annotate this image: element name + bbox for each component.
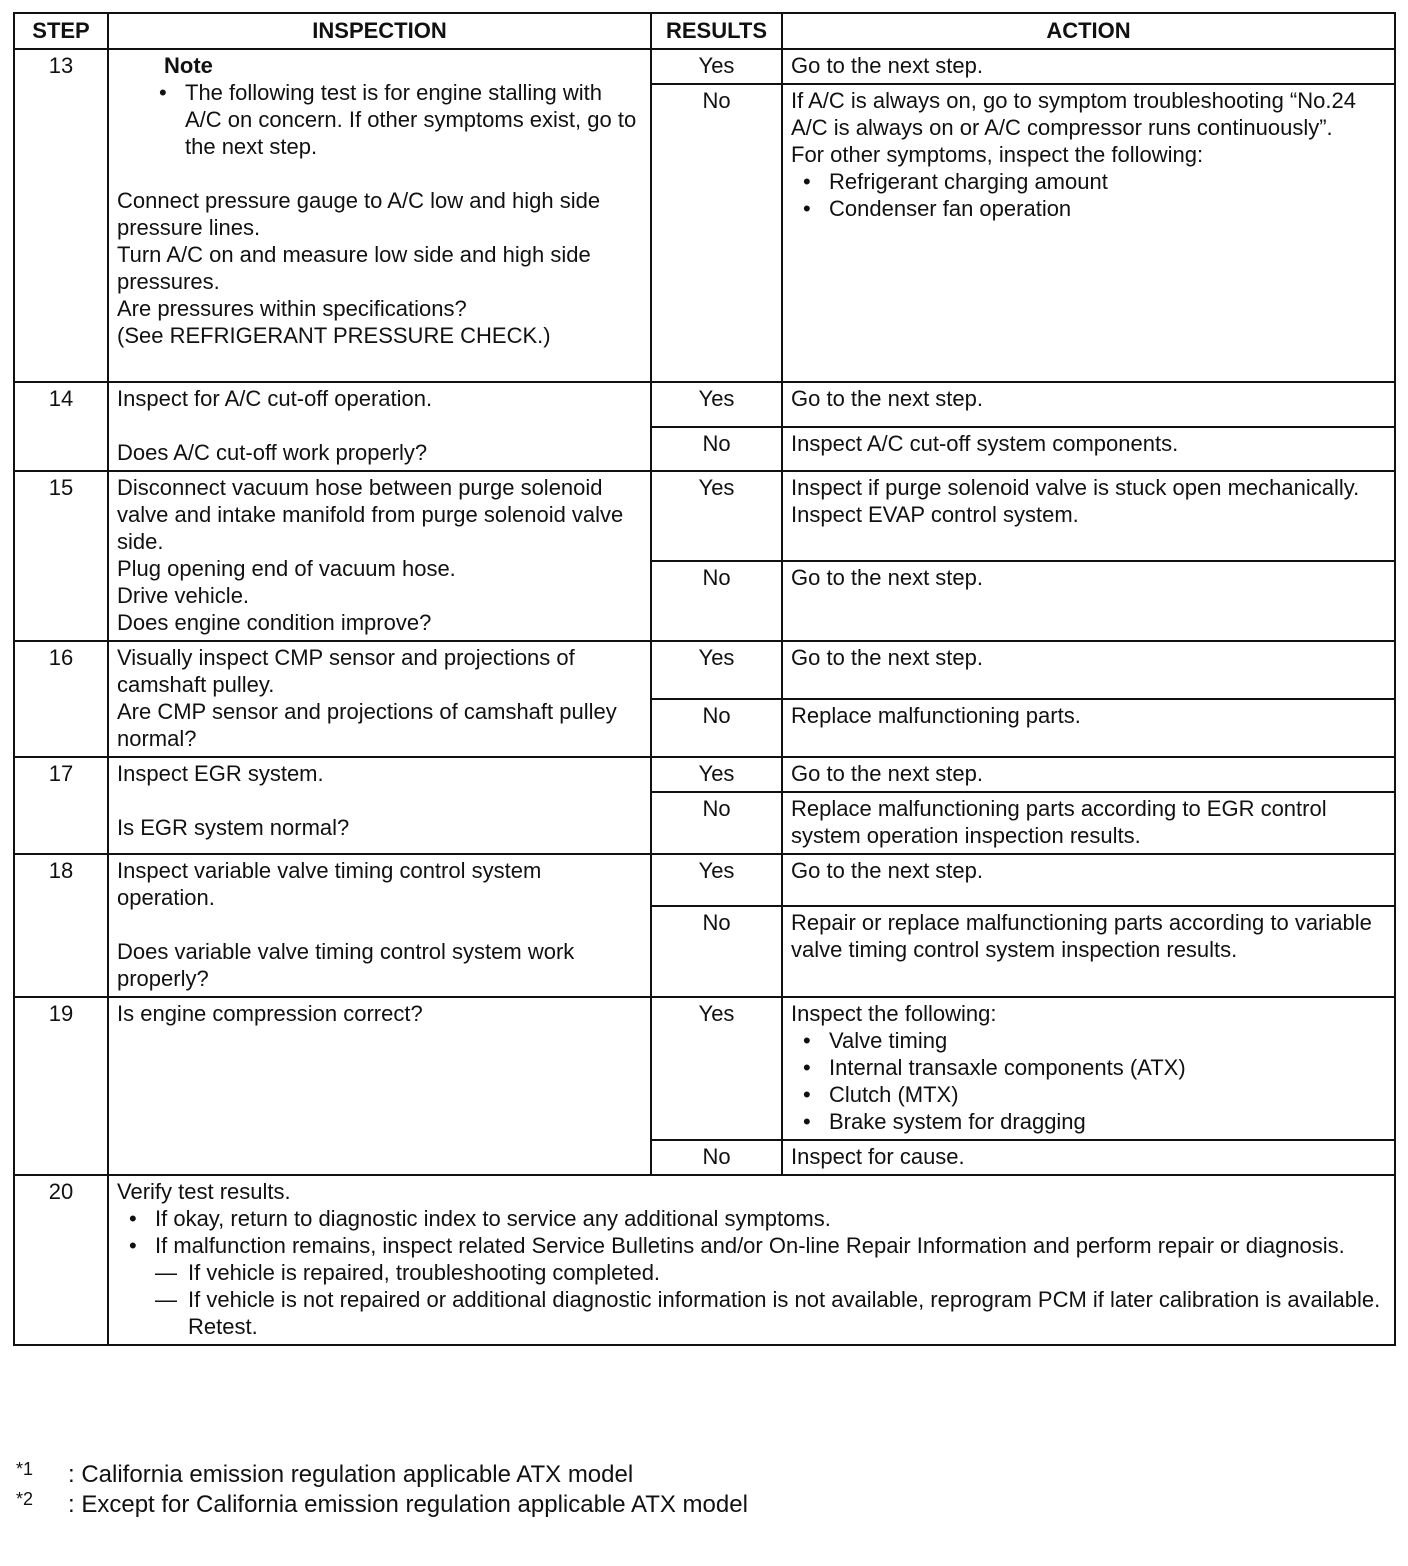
- footnotes: [16, 1460, 748, 1520]
- list-item: — If vehicle is repaired, troubleshooting completed.: [155, 1259, 1386, 1286]
- footnote-text: : California emission regulation applicable ATX model: [68, 1461, 634, 1488]
- result-yes: Yes: [651, 854, 782, 906]
- header-results: RESULTS: [651, 13, 782, 49]
- result-no: No: [651, 699, 782, 757]
- table-row: [14, 757, 1395, 792]
- header-inspection: INSPECTION: [108, 13, 651, 49]
- action-yes: [782, 471, 1395, 561]
- table-row: [14, 49, 1395, 84]
- table-row: [14, 997, 1395, 1140]
- inspection-cell: [108, 471, 651, 641]
- footnote-mark: *1: [16, 1459, 34, 1479]
- action-no: Inspect A/C cut-off system components.: [782, 427, 1395, 472]
- footnote-text: : Except for California emission regulation applicable ATX model: [68, 1491, 748, 1518]
- result-yes: Yes: [651, 641, 782, 699]
- action-line: If A/C is always on, go to symptom troubleshooting “No.24 A/C is always on or A/C compressor runs continuously”.: [791, 88, 1356, 140]
- inspection-line: Visually inspect CMP sensor and projections of camshaft pulley.: [117, 645, 575, 697]
- inspection-line: Does variable valve timing control system work properly?: [117, 939, 575, 991]
- troubleshooting-table: [13, 12, 1396, 1346]
- action-no: [782, 84, 1395, 382]
- footnote: [16, 1460, 748, 1490]
- step-number: 18: [14, 854, 108, 997]
- step-number: 17: [14, 757, 108, 854]
- inspection-line: Inspect EGR system.: [117, 761, 324, 786]
- step-number: 19: [14, 997, 108, 1175]
- inspection-line: Plug opening end of vacuum hose.: [117, 556, 456, 581]
- inspection-cell: [108, 641, 651, 757]
- inspection-line: Does engine condition improve?: [117, 610, 432, 635]
- result-yes: Yes: [651, 997, 782, 1140]
- inspection-line: Connect pressure gauge to A/C low and high side pressure lines.: [117, 188, 601, 240]
- footnote: [16, 1490, 748, 1520]
- note-bullet: • The following test is for engine stalling with A/C on concern. If other symptoms exist, go to the next step.: [147, 79, 642, 160]
- result-yes: Yes: [651, 471, 782, 561]
- list-item: • Clutch (MTX): [791, 1081, 1386, 1108]
- action-no: Replace malfunctioning parts according to EGR control system operation inspection results.: [782, 792, 1395, 854]
- list-item: • If okay, return to diagnostic index to service any additional symptoms.: [117, 1205, 1386, 1232]
- action-no: Replace malfunctioning parts.: [782, 699, 1395, 757]
- table-row: [14, 382, 1395, 427]
- result-no: No: [651, 1140, 782, 1175]
- inspection-line: Does A/C cut-off work properly?: [117, 440, 428, 465]
- inspection-line: Are pressures within specifications?: [117, 296, 467, 321]
- action-line: For other symptoms, inspect the following:: [791, 142, 1204, 167]
- note-title: Note: [164, 53, 213, 78]
- inspection-cell: [108, 757, 651, 854]
- result-yes: Yes: [651, 757, 782, 792]
- action-yes: Go to the next step.: [782, 49, 1395, 84]
- inspection-line: Inspect variable valve timing control system operation.: [117, 858, 542, 910]
- verify-title: Verify test results.: [117, 1179, 291, 1204]
- action-yes: [782, 997, 1395, 1140]
- table-row: [14, 471, 1395, 561]
- list-item: • Valve timing: [791, 1027, 1386, 1054]
- action-no: Go to the next step.: [782, 561, 1395, 641]
- inspection-line: Is EGR system normal?: [117, 815, 350, 840]
- verify-cell: [108, 1175, 1395, 1345]
- result-no: No: [651, 561, 782, 641]
- step-number: 15: [14, 471, 108, 641]
- action-yes: Go to the next step.: [782, 757, 1395, 792]
- action-line: Inspect EVAP control system.: [791, 502, 1079, 527]
- inspection-line: (See REFRIGERANT PRESSURE CHECK.): [117, 323, 551, 348]
- verify-list: [117, 1205, 1386, 1259]
- inspection-cell: Is engine compression correct?: [108, 997, 651, 1175]
- note-list: [117, 79, 642, 160]
- header-row: [14, 13, 1395, 49]
- step-number: 16: [14, 641, 108, 757]
- result-yes: Yes: [651, 382, 782, 427]
- action-yes: Go to the next step.: [782, 382, 1395, 427]
- list-item: • Refrigerant charging amount: [791, 168, 1386, 195]
- result-no: No: [651, 906, 782, 997]
- action-yes: Go to the next step.: [782, 854, 1395, 906]
- list-item: — If vehicle is not repaired or additional diagnostic information is not available, reprogram PCM if later calibration is available. Retest.: [155, 1286, 1386, 1340]
- action-line: Inspect the following:: [791, 1001, 997, 1026]
- action-yes: Go to the next step.: [782, 641, 1395, 699]
- inspection-cell: [108, 49, 651, 382]
- list-item: • If malfunction remains, inspect related Service Bulletins and/or On-line Repair Information and perform repair or diagnosis.: [117, 1232, 1386, 1259]
- table-row: [14, 854, 1395, 906]
- action-list: [791, 1027, 1386, 1135]
- list-item: • Brake system for dragging: [791, 1108, 1386, 1135]
- action-line: Inspect if purge solenoid valve is stuck open mechanically.: [791, 475, 1360, 500]
- table-row: [14, 641, 1395, 699]
- inspection-line: Inspect for A/C cut-off operation.: [117, 386, 433, 411]
- result-no: No: [651, 792, 782, 854]
- inspection-line: Drive vehicle.: [117, 583, 250, 608]
- inspection-cell: [108, 854, 651, 997]
- inspection-cell: [108, 382, 651, 471]
- action-no: Repair or replace malfunctioning parts according to variable valve timing control system inspection results.: [782, 906, 1395, 997]
- step-number: 13: [14, 49, 108, 382]
- table-row: [14, 1175, 1395, 1345]
- result-yes: Yes: [651, 49, 782, 84]
- header-step: STEP: [14, 13, 108, 49]
- inspection-line: Are CMP sensor and projections of camshaft pulley normal?: [117, 699, 617, 751]
- list-item: • Condenser fan operation: [791, 195, 1386, 222]
- footnote-mark: *2: [16, 1489, 34, 1509]
- action-list: [791, 168, 1386, 222]
- header-action: ACTION: [782, 13, 1395, 49]
- inspection-line: Turn A/C on and measure low side and high side pressures.: [117, 242, 591, 294]
- verify-dash-list: [117, 1259, 1386, 1340]
- result-no: No: [651, 84, 782, 382]
- step-number: 14: [14, 382, 108, 471]
- inspection-line: Disconnect vacuum hose between purge solenoid valve and intake manifold from purge solenoid valve side.: [117, 475, 624, 554]
- action-no: Inspect for cause.: [782, 1140, 1395, 1175]
- step-number: 20: [14, 1175, 108, 1345]
- list-item: • Internal transaxle components (ATX): [791, 1054, 1386, 1081]
- result-no: No: [651, 427, 782, 472]
